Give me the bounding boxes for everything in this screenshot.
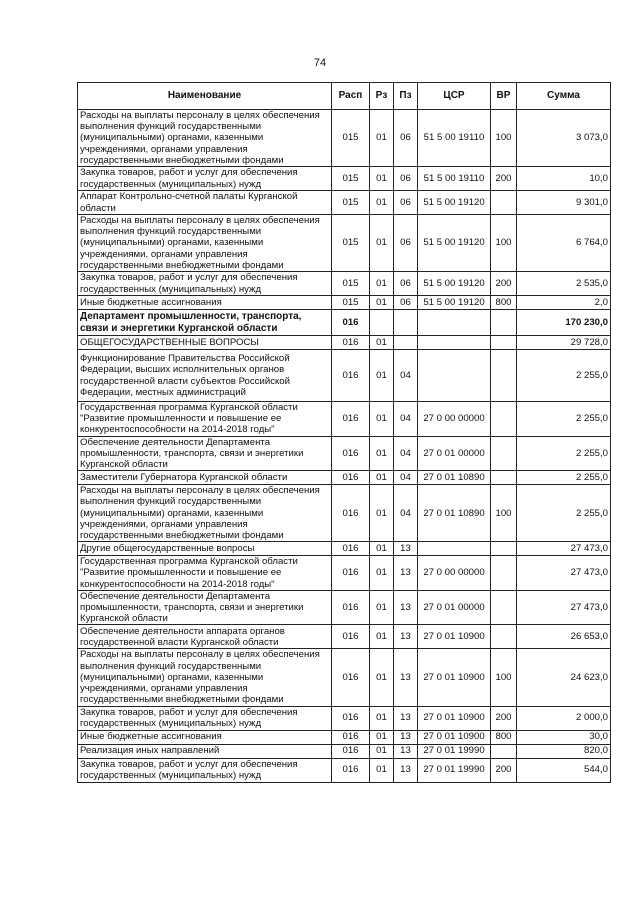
- cell-rz: 01: [370, 110, 394, 167]
- cell-csr: 27 0 01 10900: [418, 706, 491, 730]
- cell-sum: 2 255,0: [517, 402, 611, 437]
- cell-rasp: 016: [332, 556, 370, 591]
- cell-csr: 27 0 01 10900: [418, 730, 491, 744]
- cell-name: Обеспечение деятельности Департамента промышленности, транспорта, связи и энергетики Курганской области: [78, 436, 332, 471]
- cell-name: Расходы на выплаты персоналу в целях обеспечения выполнения функций государственными (муниципальными) органами, казенными учреждениями, органами управления государственными внебюджетными фондами: [78, 485, 332, 542]
- cell-rz: 01: [370, 744, 394, 758]
- cell-pz: 04: [394, 471, 418, 485]
- page-number: 74: [313, 57, 327, 69]
- cell-csr: [418, 310, 491, 336]
- cell-pz: [394, 310, 418, 336]
- cell-name: Заместители Губернатора Курганской области: [78, 471, 332, 485]
- cell-csr: 27 0 00 00000: [418, 402, 491, 437]
- cell-pz: 06: [394, 296, 418, 310]
- cell-vr: 200: [491, 758, 517, 782]
- cell-vr: [491, 542, 517, 556]
- cell-sum: 26 653,0: [517, 625, 611, 649]
- table-row: [78, 350, 611, 402]
- table-row: [78, 336, 611, 350]
- cell-pz: 13: [394, 649, 418, 706]
- cell-sum: 27 473,0: [517, 590, 611, 625]
- cell-csr: [418, 350, 491, 402]
- budget-table: [77, 82, 611, 783]
- cell-rz: 01: [370, 336, 394, 350]
- cell-rasp: 016: [332, 336, 370, 350]
- cell-vr: 200: [491, 272, 517, 296]
- table-row: [78, 167, 611, 191]
- cell-csr: [418, 542, 491, 556]
- cell-sum: 29 728,0: [517, 336, 611, 350]
- cell-pz: 13: [394, 706, 418, 730]
- cell-name: Государственная программа Курганской области "Развитие промышленности и повышение ее конкурентоспособности на 2014-2018 годы": [78, 402, 332, 437]
- cell-pz: 06: [394, 110, 418, 167]
- cell-vr: [491, 191, 517, 215]
- cell-sum: 820,0: [517, 744, 611, 758]
- cell-sum: 2 255,0: [517, 350, 611, 402]
- cell-name: Департамент промышленности, транспорта, связи и энергетики Курганской области: [78, 310, 332, 336]
- cell-rz: 01: [370, 436, 394, 471]
- cell-pz: 04: [394, 402, 418, 437]
- cell-pz: 04: [394, 350, 418, 402]
- cell-name: Закупка товаров, работ и услуг для обеспечения государственных (муниципальных) нужд: [78, 167, 332, 191]
- cell-rasp: 016: [332, 744, 370, 758]
- cell-vr: [491, 744, 517, 758]
- cell-rz: 01: [370, 272, 394, 296]
- cell-name: ОБЩЕГОСУДАРСТВЕННЫЕ ВОПРОСЫ: [78, 336, 332, 350]
- cell-name: Расходы на выплаты персоналу в целях обеспечения выполнения функций государственными (муниципальными) органами, казенными учреждениями, органами управления государственными внебюджетными фондами: [78, 649, 332, 706]
- cell-rasp: 016: [332, 542, 370, 556]
- cell-vr: 100: [491, 110, 517, 167]
- cell-rasp: 016: [332, 625, 370, 649]
- cell-sum: 2 000,0: [517, 706, 611, 730]
- cell-vr: 100: [491, 215, 517, 272]
- cell-sum: 10,0: [517, 167, 611, 191]
- cell-csr: 27 0 01 10890: [418, 485, 491, 542]
- cell-csr: 27 0 01 10890: [418, 471, 491, 485]
- cell-csr: 51 5 00 19120: [418, 272, 491, 296]
- cell-vr: [491, 556, 517, 591]
- table-row: [78, 542, 611, 556]
- cell-pz: 13: [394, 542, 418, 556]
- header-csr: ЦСР: [418, 83, 491, 110]
- table-body: [78, 110, 611, 783]
- header-rz: Рз: [370, 83, 394, 110]
- cell-sum: 2 535,0: [517, 272, 611, 296]
- cell-pz: 13: [394, 758, 418, 782]
- cell-rasp: 016: [332, 758, 370, 782]
- cell-csr: 51 5 00 19120: [418, 191, 491, 215]
- cell-name: Закупка товаров, работ и услуг для обеспечения государственных (муниципальных) нужд: [78, 758, 332, 782]
- cell-sum: 2,0: [517, 296, 611, 310]
- cell-csr: 51 5 00 19120: [418, 215, 491, 272]
- table-row: [78, 485, 611, 542]
- table-row: [78, 272, 611, 296]
- cell-pz: 13: [394, 730, 418, 744]
- cell-rasp: 015: [332, 272, 370, 296]
- cell-name: Аппарат Контрольно-счетной палаты Курганской области: [78, 191, 332, 215]
- table-row: [78, 706, 611, 730]
- header-vr: ВР: [491, 83, 517, 110]
- cell-sum: 2 255,0: [517, 485, 611, 542]
- cell-vr: [491, 471, 517, 485]
- cell-csr: 27 0 01 00000: [418, 590, 491, 625]
- cell-name: Иные бюджетные ассигнования: [78, 296, 332, 310]
- cell-sum: 170 230,0: [517, 310, 611, 336]
- cell-rasp: 016: [332, 350, 370, 402]
- cell-name: Расходы на выплаты персоналу в целях обеспечения выполнения функций государственными (муниципальными) органами, казенными учреждениями, органами управления государственными внебюджетными фондами: [78, 215, 332, 272]
- cell-rz: 01: [370, 350, 394, 402]
- cell-csr: 27 0 01 10900: [418, 625, 491, 649]
- cell-name: Другие общегосударственные вопросы: [78, 542, 332, 556]
- cell-pz: 06: [394, 272, 418, 296]
- cell-vr: 800: [491, 296, 517, 310]
- cell-sum: 27 473,0: [517, 542, 611, 556]
- table-row: [78, 436, 611, 471]
- cell-rz: 01: [370, 542, 394, 556]
- cell-rasp: 015: [332, 296, 370, 310]
- cell-rasp: 016: [332, 706, 370, 730]
- cell-csr: 27 0 00 00000: [418, 556, 491, 591]
- cell-sum: 3 073,0: [517, 110, 611, 167]
- cell-csr: 51 5 00 19110: [418, 110, 491, 167]
- cell-csr: 27 0 01 10900: [418, 649, 491, 706]
- cell-rasp: 016: [332, 436, 370, 471]
- table-row: [78, 649, 611, 706]
- table-row: [78, 744, 611, 758]
- cell-rz: 01: [370, 167, 394, 191]
- table-row: [78, 402, 611, 437]
- cell-name: Закупка товаров, работ и услуг для обеспечения государственных (муниципальных) нужд: [78, 272, 332, 296]
- cell-vr: [491, 350, 517, 402]
- cell-rz: 01: [370, 556, 394, 591]
- cell-rasp: 015: [332, 215, 370, 272]
- cell-vr: [491, 436, 517, 471]
- cell-rasp: 015: [332, 110, 370, 167]
- cell-sum: 2 255,0: [517, 436, 611, 471]
- table-row: [78, 758, 611, 782]
- cell-rasp: 016: [332, 649, 370, 706]
- cell-csr: 27 0 01 19990: [418, 758, 491, 782]
- cell-pz: 13: [394, 556, 418, 591]
- cell-rz: 01: [370, 758, 394, 782]
- cell-vr: [491, 336, 517, 350]
- cell-csr: [418, 336, 491, 350]
- cell-vr: 200: [491, 167, 517, 191]
- cell-sum: 544,0: [517, 758, 611, 782]
- cell-rz: 01: [370, 706, 394, 730]
- cell-pz: 06: [394, 167, 418, 191]
- cell-sum: 2 255,0: [517, 471, 611, 485]
- cell-pz: 13: [394, 625, 418, 649]
- header-sum: Сумма: [517, 83, 611, 110]
- cell-pz: 04: [394, 436, 418, 471]
- cell-sum: 24 623,0: [517, 649, 611, 706]
- cell-csr: 27 0 01 19990: [418, 744, 491, 758]
- cell-vr: 800: [491, 730, 517, 744]
- cell-csr: 51 5 00 19110: [418, 167, 491, 191]
- cell-rz: 01: [370, 730, 394, 744]
- cell-name: Функционирование Правительства Российской Федерации, высших исполнительных органов государственной власти субъектов Российской Федерации, местных администраций: [78, 350, 332, 402]
- cell-vr: 200: [491, 706, 517, 730]
- cell-name: Реализация иных направлений: [78, 744, 332, 758]
- cell-rz: 01: [370, 485, 394, 542]
- cell-pz: 04: [394, 485, 418, 542]
- table-row: [78, 590, 611, 625]
- cell-pz: 13: [394, 590, 418, 625]
- cell-rz: 01: [370, 471, 394, 485]
- table-row: [78, 110, 611, 167]
- cell-rz: 01: [370, 215, 394, 272]
- cell-name: Расходы на выплаты персоналу в целях обеспечения выполнения функций государственными (муниципальными) органами, казенными учреждениями, органами управления государственными внебюджетными фондами: [78, 110, 332, 167]
- cell-rasp: 016: [332, 485, 370, 542]
- table-row: [78, 191, 611, 215]
- cell-sum: 9 301,0: [517, 191, 611, 215]
- cell-pz: 06: [394, 191, 418, 215]
- cell-name: Иные бюджетные ассигнования: [78, 730, 332, 744]
- cell-csr: 27 0 01 00000: [418, 436, 491, 471]
- header-pz: Пз: [394, 83, 418, 110]
- cell-vr: [491, 625, 517, 649]
- header-name: Наименование: [78, 83, 332, 110]
- cell-sum: 30,0: [517, 730, 611, 744]
- cell-rasp: 016: [332, 730, 370, 744]
- cell-name: Закупка товаров, работ и услуг для обеспечения государственных (муниципальных) нужд: [78, 706, 332, 730]
- cell-name: Обеспечение деятельности аппарата органов государственной власти Курганской области: [78, 625, 332, 649]
- cell-rz: 01: [370, 590, 394, 625]
- cell-csr: 51 5 00 19120: [418, 296, 491, 310]
- cell-rasp: 016: [332, 471, 370, 485]
- cell-name: Обеспечение деятельности Департамента промышленности, транспорта, связи и энергетики Курганской области: [78, 590, 332, 625]
- cell-rz: 01: [370, 625, 394, 649]
- table-row: [78, 625, 611, 649]
- cell-pz: 13: [394, 744, 418, 758]
- cell-rz: 01: [370, 296, 394, 310]
- table-row: [78, 296, 611, 310]
- cell-vr: [491, 402, 517, 437]
- table-row: [78, 556, 611, 591]
- cell-rasp: 015: [332, 167, 370, 191]
- header-rasp: Расп: [332, 83, 370, 110]
- cell-sum: 6 764,0: [517, 215, 611, 272]
- cell-rz: [370, 310, 394, 336]
- table-row: [78, 310, 611, 336]
- cell-vr: 100: [491, 485, 517, 542]
- table-row: [78, 730, 611, 744]
- cell-vr: [491, 310, 517, 336]
- cell-vr: 100: [491, 649, 517, 706]
- cell-rz: 01: [370, 402, 394, 437]
- cell-name: Государственная программа Курганской области "Развитие промышленности и повышение ее конкурентоспособности на 2014-2018 годы": [78, 556, 332, 591]
- cell-vr: [491, 590, 517, 625]
- table-row: [78, 471, 611, 485]
- cell-rz: 01: [370, 191, 394, 215]
- cell-rz: 01: [370, 649, 394, 706]
- cell-rasp: 016: [332, 310, 370, 336]
- table-header-row: [78, 83, 611, 110]
- table-row: [78, 215, 611, 272]
- cell-rasp: 015: [332, 191, 370, 215]
- cell-pz: 06: [394, 215, 418, 272]
- cell-pz: [394, 336, 418, 350]
- cell-rasp: 016: [332, 590, 370, 625]
- cell-sum: 27 473,0: [517, 556, 611, 591]
- cell-rasp: 016: [332, 402, 370, 437]
